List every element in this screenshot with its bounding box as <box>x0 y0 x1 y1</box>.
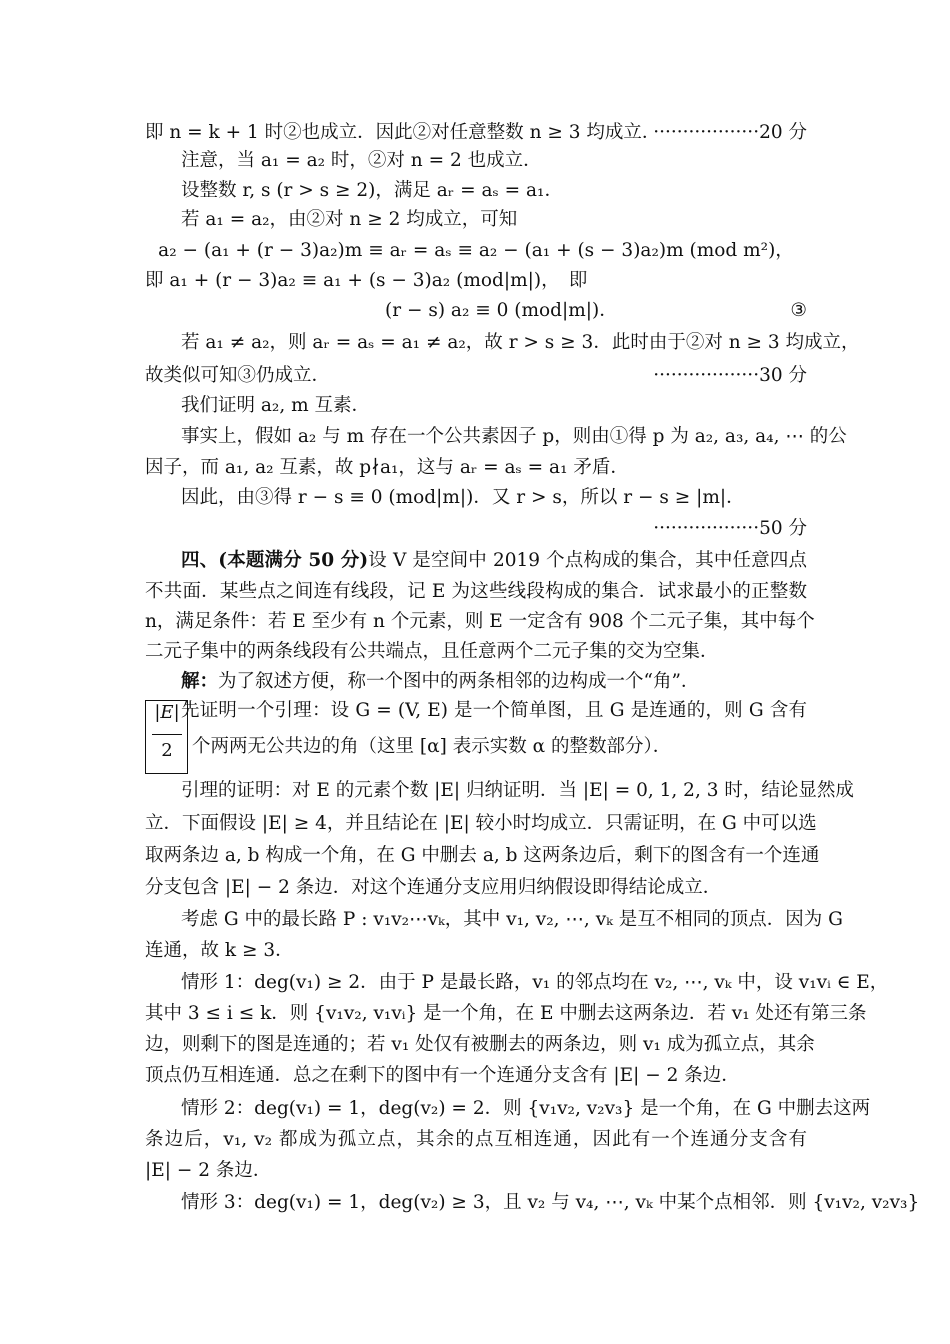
text-line: 情形 1：deg(v₁) ≥ 2．由于 P 是最长路，v₁ 的邻点均在 v₂, ⋯, vₖ 中，设 v₁vᵢ ∈ E， <box>181 972 889 993</box>
text-line: 个两两无公共边的角（这里 [α] 表示实数 α 的整数部分）． <box>192 736 672 757</box>
text-line: 不共面．某些点之间连有线段，记 E 为这些线段构成的集合．试求最小的正整数 <box>145 581 807 602</box>
solution-line: 解：为了叙述方便，称一个图中的两条相邻的边构成一个“角”． <box>181 671 700 692</box>
text-line: 故类似可知③仍成立． ··················30 分 <box>145 363 807 389</box>
text-line: 考虑 G 中的最长路 P : v₁v₂⋯vₖ，其中 v₁, v₂, ⋯, vₖ 是互不相同的顶点．因为 G <box>181 909 843 930</box>
fraction-denominator: 2 <box>161 740 173 761</box>
text-line: 分支包含 |E| − 2 条边．对这个连通分支应用归纳假设即得结论成立． <box>145 877 722 898</box>
text-line: 连通，故 k ≥ 3． <box>145 940 294 961</box>
text-line: 情形 2：deg(v₁) = 1，deg(v₂) = 2．则 {v₁v₂, v₂v₃} 是一个角，在 G 中删去这两 <box>181 1098 871 1119</box>
text-line: 顶点仍互相连通．总之在剩下的图中有一个连通分支含有 |E| − 2 条边． <box>145 1065 740 1086</box>
equation-number: ③ <box>790 300 807 321</box>
problem-label: 四、(本题满分 50 分) <box>181 550 369 571</box>
text-line: 情形 3：deg(v₁) = 1，deg(v₂) ≥ 3，且 v₂ 与 v₄, ⋯, vₖ 中某个点相邻．则 {v₁v₂, v₂v₃} <box>181 1192 920 1213</box>
equation: a₂ − (a₁ + (r − 3)a₂)m ≡ aᵣ = aₛ ≡ a₂ − (a₁ + (s − 3)a₂)m (mod m²)， <box>158 240 794 261</box>
text-line: n，满足条件：若 E 至少有 n 个元素，则 E 一定含有 908 个二元子集，其中每个 <box>145 611 815 632</box>
text-line: 即 n = k + 1 时②也成立．因此②对任意整数 n ≥ 3 均成立． ··················20 分 <box>145 120 807 146</box>
text-line: 设整数 r, s (r > s ≥ 2)，满足 aᵣ = aₛ = a₁． <box>181 180 563 201</box>
text-line: 若 a₁ = a₂，由②对 n ≥ 2 均成立，可知 <box>181 209 518 230</box>
text-line: |E| − 2 条边． <box>145 1160 272 1181</box>
score-marker: ··················30 分 <box>653 365 807 386</box>
text-line: 条边后，v₁, v₂ 都成为孤立点，其余的点互相连通，因此有一个连通分支含有 <box>145 1129 807 1150</box>
score-marker: ··················20 分 <box>653 122 807 143</box>
text-line: 立．下面假设 |E| ≥ 4，并且结论在 |E| 较小时均成立．只需证明，在 G 中可以选 <box>145 813 817 834</box>
text-line: 注意，当 a₁ = a₂ 时，②对 n = 2 也成立． <box>181 150 542 171</box>
equation: (r − s) a₂ ≡ 0 (mod|m|)． <box>385 300 618 321</box>
text-line: 事实上，假如 a₂ 与 m 存在一个公共素因子 p，则由①得 p 为 a₂, a₃, a₄, ⋯ 的公 <box>181 426 847 447</box>
text-line: 二元子集中的两条线段有公共端点，且任意两个二元子集的交为空集． <box>145 641 719 662</box>
fraction-numerator: |E| <box>154 702 180 723</box>
solution-label: 解： <box>181 671 219 692</box>
text-line: 边，则剩下的图是连通的；若 v₁ 处仅有被删去的两条边，则 v₁ 成为孤立点，其余 <box>145 1034 815 1055</box>
score-marker: ··················50 分 <box>653 518 807 539</box>
text-line: 引理的证明：对 E 的元素个数 |E| 归纳证明．当 |E| = 0, 1, 2, 3 时，结论显然成 <box>181 780 854 801</box>
text-line: 我们证明 a₂, m 互素． <box>181 395 371 416</box>
problem-heading-line: 四、(本题满分 50 分)设 V 是空间中 2019 个点构成的集合，其中任意四点 <box>181 550 807 571</box>
text-line: 先证明一个引理：设 G = (V, E) 是一个简单图，且 G 是连通的，则 G 含有 <box>181 700 807 721</box>
text-line: 因此，由③得 r − s ≡ 0 (mod|m|)．又 r > s，所以 r − s ≥ |m|． <box>181 487 745 508</box>
text-line: 取两条边 a, b 构成一个角，在 G 中删去 a, b 这两条边后，剩下的图含有一个连通 <box>145 845 820 866</box>
text-line: 即 a₁ + (r − 3)a₂ ≡ a₁ + (s − 3)a₂ (mod|m|)， 即 <box>145 270 588 291</box>
text-line: 因子，而 a₁, a₂ 互素，故 p∤a₁，这与 aᵣ = aₛ = a₁ 矛盾． <box>145 457 629 478</box>
text-line: 其中 3 ≤ i ≤ k．则 {v₁v₂, v₁vᵢ} 是一个角，在 E 中删去这两条边．若 v₁ 处还有第三条 <box>145 1003 867 1024</box>
text-line: 若 a₁ ≠ a₂，则 aᵣ = aₛ = a₁ ≠ a₂，故 r > s ≥ 3．此时由于②对 n ≥ 3 均成立， <box>181 332 860 353</box>
